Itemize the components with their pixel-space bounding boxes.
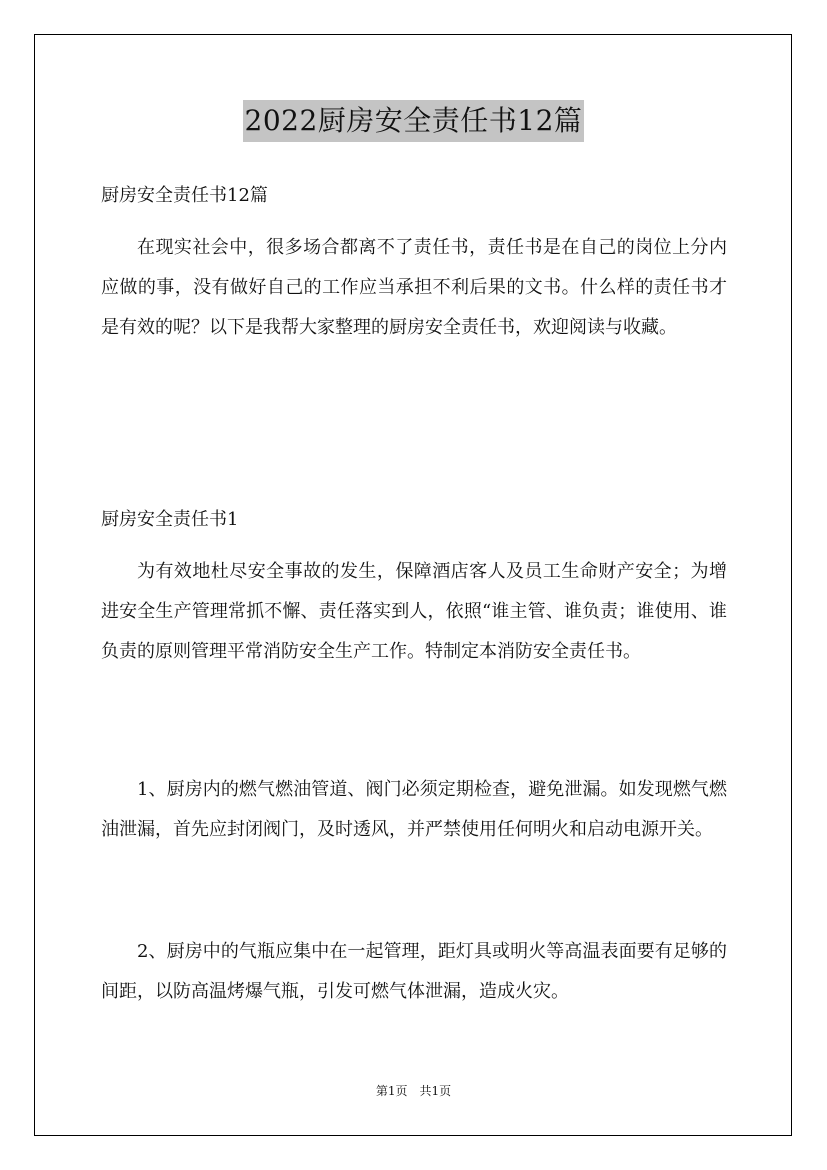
document-title: 2022厨房安全责任书12篇 — [243, 100, 585, 142]
intro-paragraph: 在现实社会中，很多场合都离不了责任书，责任书是在自己的岗位上分内应做的事，没有做好自己的工作应当承担不利后果的文书。什么样的责任书才是有效的呢？以下是我帮大家整理的厨房安全责任书，欢迎阅读与收藏。 — [101, 237, 727, 338]
page-number-label: 第1页 共1页 — [375, 1084, 452, 1098]
item1-paragraph: 1、厨房内的燃气燃油管道、阀门必须定期检查，避免泄漏。如发现燃气燃油泄漏，首先应封闭阀门，及时透风，并严禁使用任何明火和启动电源开关。 — [101, 779, 727, 840]
title-container — [0, 100, 827, 142]
intro-block — [101, 228, 727, 348]
section-heading-block — [101, 500, 727, 540]
item2-paragraph: 2、厨房中的气瓶应集中在一起管理，距灯具或明火等高温表面要有足够的间距，以防高温烤爆气瓶，引发可燃气体泄漏，造成火灾。 — [101, 941, 727, 1002]
item2-block — [101, 932, 727, 1012]
section-intro-paragraph: 为有效地杜尽安全事故的发生，保障酒店客人及员工生命财产安全；为增进安全生产管理常抓不懈、责任落实到人，依照“谁主管、谁负责；谁使用、谁负责的原则管理平常消防安全生产工作。特制定本消防安全责任书。 — [101, 561, 727, 662]
section-body — [101, 552, 727, 672]
section-heading: 厨房安全责任书1 — [101, 509, 239, 530]
subtitle-block — [101, 176, 727, 216]
page-footer — [0, 1082, 827, 1100]
item1-block — [101, 770, 727, 850]
document-subtitle: 厨房安全责任书12篇 — [101, 185, 268, 206]
